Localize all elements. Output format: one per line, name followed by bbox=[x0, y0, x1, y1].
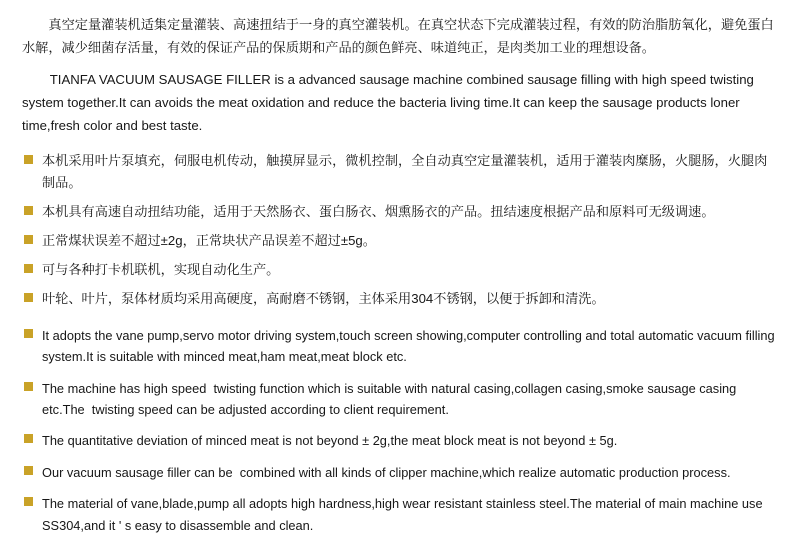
square-bullet-icon bbox=[24, 329, 33, 338]
list-item bbox=[22, 493, 778, 536]
list-item-text: It adopts the vane pump,servo motor driving system,touch screen showing,computer controlling and total automatic vacuum filling system.It is suitable with minced meat,ham meat,meat block etc. bbox=[42, 327, 779, 365]
intro-paragraph-english: TIANFA VACUUM SAUSAGE FILLER is a advanced sausage machine combined sausage filling with high speed twisting system together.It can avoids the meat oxidation and reduce the bacteria living time.It can keep the sausage products loner time,fresh color and best taste. bbox=[22, 72, 754, 133]
list-item bbox=[22, 150, 778, 194]
list-item bbox=[22, 288, 778, 310]
square-bullet-icon bbox=[24, 293, 33, 302]
list-item-text: The machine has high speed twisting function which is suitable with natural casing,collagen casing,smoke sausage casing etc.The twisting speed can be adjusted according to client requirement. bbox=[42, 380, 740, 417]
square-bullet-icon bbox=[24, 206, 33, 215]
square-bullet-icon bbox=[24, 434, 33, 443]
square-bullet-icon bbox=[24, 497, 33, 506]
list-item-text: 本机采用叶片泵填充，伺服电机传动，触摸屏显示，微机控制，全自动真空定量灌装机，适用于灌装肉糜肠，火腿肠，火腿肉制品。 bbox=[42, 152, 768, 190]
list-item-text: The material of vane,blade,pump all adopts high hardness,high wear resistant stainless steel.The material of main machine use SS304,and it ' s easy to disassemble and clean. bbox=[42, 496, 767, 533]
square-bullet-icon bbox=[24, 235, 33, 244]
list-item bbox=[22, 378, 778, 421]
list-item bbox=[22, 230, 778, 252]
list-item-text: 叶轮、叶片，泵体材质均采用高硬度，高耐磨不锈钢，主体采用304不锈钢，以便于拆卸和清洗。 bbox=[42, 291, 605, 307]
list-item-text: 可与各种打卡机联机，实现自动化生产。 bbox=[42, 262, 280, 278]
feature-list-english bbox=[22, 325, 778, 536]
feature-list-chinese bbox=[22, 150, 778, 311]
list-item bbox=[22, 259, 778, 281]
list-item-text: 正常煤状误差不超过±2g，正常块状产品误差不超过±5g。 bbox=[42, 233, 376, 249]
intro-paragraph-chinese: 真空定量灌装机适集定量灌装、高速扭结于一身的真空灌装机。在真空状态下完成灌装过程，有效的防治脂肪氧化，避免蛋白水解，减少细菌存活量，有效的保证产品的保质期和产品的颜色鲜亮、味道纯正，是肉类加工业的理想设备。 bbox=[22, 17, 774, 55]
list-item bbox=[22, 462, 778, 483]
square-bullet-icon bbox=[24, 466, 33, 475]
list-item-text: Our vacuum sausage filler can be combined with all kinds of clipper machine,which realize automatic production process. bbox=[42, 464, 731, 480]
list-item-text: 本机具有高速自动扭结功能，适用于天然肠衣、蛋白肠衣、烟熏肠衣的产品。扭结速度根据产品和原料可无级调速。 bbox=[42, 203, 715, 219]
list-item bbox=[22, 325, 778, 368]
list-item-text: The quantitative deviation of minced meat is not beyond ± 2g,the meat block meat is not beyond ± 5g. bbox=[42, 433, 618, 449]
square-bullet-icon bbox=[24, 382, 33, 391]
square-bullet-icon bbox=[24, 155, 33, 164]
square-bullet-icon bbox=[24, 264, 33, 273]
list-item bbox=[22, 430, 778, 451]
list-item bbox=[22, 201, 778, 223]
